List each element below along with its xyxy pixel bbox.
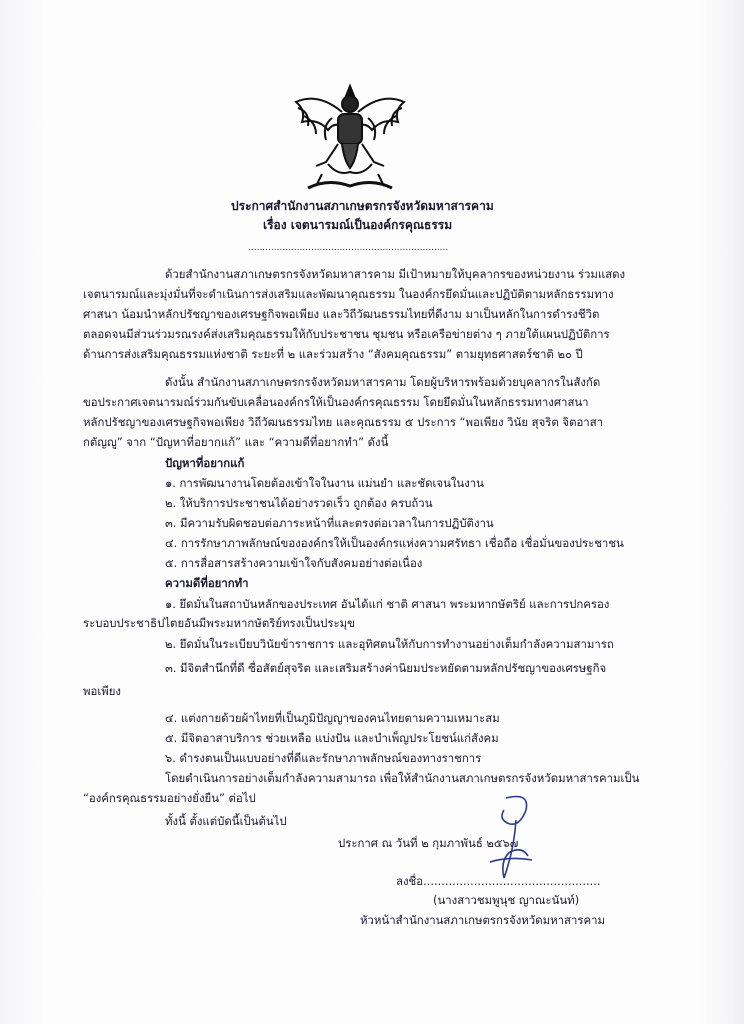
- closing-line: โดยดำเนินการอย่างเต็มกำลังความสามารถ เพื่อให้สำนักงานสภาเกษตรกรจังหวัดมหาสารคามเป็น: [165, 771, 640, 785]
- good-item: ๔. แต่งกายด้วยผ้าไทยที่เป็นภูมิปัญญาของคนไทยตามความเหมาะสม: [165, 711, 500, 725]
- garuda-emblem-icon: [288, 82, 412, 194]
- announcement-title: ประกาศสำนักงานสภาเกษตรกรจังหวัดมหาสารคาม: [231, 199, 494, 213]
- good-item: ๖. ดำรงตนเป็นแบบอย่างที่ดีและรักษาภาพลักษณ์ของทางราชการ: [165, 751, 482, 765]
- signature-line: ลงชื่อ.................................................: [396, 874, 601, 888]
- goods-heading: ความดีที่อยากทำ: [165, 576, 249, 590]
- signer-name: (นางสาวชมพูนุช ญาณะนันท์): [433, 893, 580, 907]
- title-divider: ......................................................................: [248, 243, 449, 253]
- paragraph-1-line: ด้านการส่งเสริมคุณธรรมแห่งชาติ ระยะที่ ๒ และร่วมสร้าง “สังคมคุณธรรม” ตามยุทธศาสตร์ชาติ ๒๐ ปี: [83, 347, 583, 361]
- problem-item: ๕. การสื่อสารสร้างความเข้าใจกับสังคมอย่างต่อเนื่อง: [165, 556, 423, 570]
- paragraph-1-line: ศาสนา น้อมนำหลักปรัชญาของเศรษฐกิจพอเพียง และวิถีวัฒนธรรมไทยที่ดีงาม มาเป็นหลักในการดำรงชีวิต: [83, 307, 600, 321]
- paragraph-2-line: กตัญญู” จาก “ปัญหาที่อยากแก้” และ “ความดีที่อยากทำ” ดังนี้: [83, 435, 389, 449]
- paragraph-2-line: หลักปรัชญาของเศรษฐกิจพอเพียง วิถีวัฒนธรรมไทย และคุณธรรม ๕ ประการ “พอเพียง วินัย สุจริต จิตอาสา: [83, 415, 604, 429]
- good-item: ๕. มีจิตอาสาบริการ ช่วยเหลือ แบ่งปัน และบำเพ็ญประโยชน์แก่สังคม: [165, 731, 499, 745]
- good-item-continuation: พอเพียง: [83, 684, 121, 698]
- problem-item: ๔. การรักษาภาพลักษณ์ขององค์กรให้เป็นองค์กรแห่งความศรัทธา เชื่อถือ เชื่อมั่นของประชาชน: [165, 536, 624, 550]
- announcement-date: ประกาศ ณ วันที่ ๒ กุมภาพันธ์ ๒๕๖๗: [338, 836, 519, 850]
- paragraph-2-line: ขอประกาศเจตนารมณ์ร่วมกันขับเคลื่อนองค์กรให้เป็นองค์กรคุณธรรม โดยยึดมั่นในหลักธรรมทางศาสนา: [83, 395, 589, 409]
- signature-icon: [470, 790, 560, 890]
- problems-heading: ปัญหาที่อยากแก้: [165, 456, 245, 470]
- closing-line: “องค์กรคุณธรรมอย่างยั่งยืน” ต่อไป: [83, 791, 256, 805]
- signer-position: หัวหน้าสำนักงานสภาเกษตรกรจังหวัดมหาสารคาม: [360, 913, 605, 927]
- problem-item: ๓. มีความรับผิดชอบต่อภาระหน้าที่และตรงต่อเวลาในการปฏิบัติงาน: [165, 516, 494, 530]
- good-item: ๑. ยึดมั่นในสถาบันหลักของประเทศ อันได้แก่ ชาติ ศาสนา พระมหากษัตริย์ และการปกครอง: [165, 597, 610, 611]
- announcement-subject: เรื่อง เจตนารมณ์เป็นองค์กรคุณธรรม: [263, 218, 453, 232]
- problem-item: ๒. ให้บริการประชาชนได้อย่างรวดเร็ว ถูกต้อง ครบถ้วน: [165, 496, 433, 510]
- paragraph-1-line: ตลอดจนมีส่วนร่วมรณรงค์ส่งเสริมคุณธรรมให้กับประชาชน ชุมชน หรือเครือข่ายต่าง ๆ ภายใต้แผนปฏิบัติการ: [83, 327, 610, 341]
- paragraph-1-line: ด้วยสำนักงานสภาเกษตรกรจังหวัดมหาสารคาม มีเป้าหมายให้บุคลากรของหน่วยงาน ร่วมแสดง: [165, 267, 626, 281]
- paragraph-2-line: ดังนั้น สำนักงานสภาเกษตรกรจังหวัดมหาสารคาม โดยผู้บริหารพร้อมด้วยบุคลากรในสังกัด: [165, 375, 601, 389]
- good-item: ๒. ยึดมั่นในระเบียบวินัยข้าราชการ และอุทิศตนให้กับการทำงานอย่างเต็มกำลังความสามารถ: [165, 637, 614, 651]
- paragraph-1-line: เจตนารมณ์และมุ่งมั่นที่จะดำเนินการส่งเสริมและพัฒนาคุณธรรม ในองค์กรยึดมั่นและปฏิบัติตามหลักธรรมทาง: [83, 287, 614, 301]
- problem-item: ๑. การพัฒนางานโดยต้องเข้าใจในงาน แม่นยำ และชัดเจนในงาน: [165, 476, 484, 490]
- good-item: ๓. มีจิตสำนึกที่ดี ซื่อสัตย์สุจริต และเสริมสร้างค่านิยมประหยัดตามหลักปรัชญาของเศรษฐกิจ: [165, 661, 607, 675]
- good-item-continuation: ระบอบประชาธิปไตยอันมีพระมหากษัตริย์ทรงเป็นประมุข: [83, 616, 355, 630]
- effective-statement: ทั้งนี้ ตั้งแต่บัดนี้เป็นต้นไป: [165, 814, 287, 828]
